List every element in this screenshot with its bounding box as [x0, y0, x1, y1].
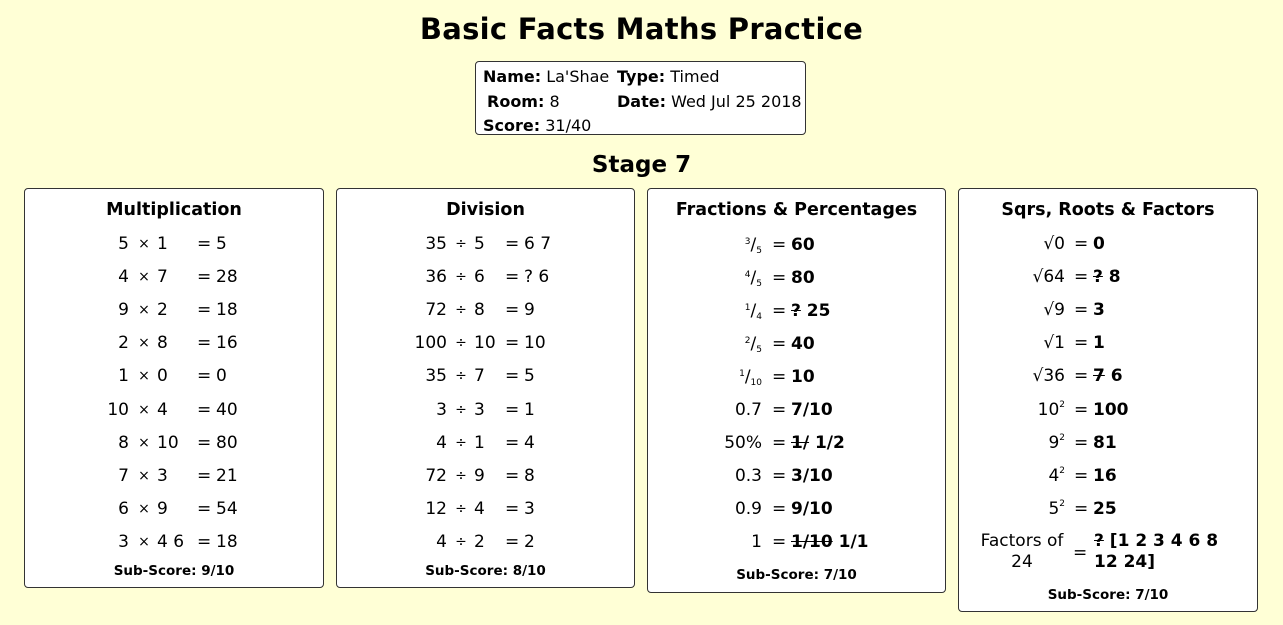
answer: 5 — [216, 234, 227, 254]
operand-a: 8 — [118, 432, 129, 453]
operator: ÷ — [455, 467, 467, 484]
denominator: 5 — [756, 245, 762, 256]
operand-a: 4 — [436, 432, 447, 453]
exponent: 2 — [1059, 432, 1065, 443]
answer — [791, 235, 815, 255]
operand-b: 5 — [474, 234, 485, 254]
answer — [1093, 499, 1117, 519]
answer — [791, 466, 833, 486]
equals: = — [505, 432, 520, 453]
denominator: 5 — [756, 278, 762, 289]
multiplication-row — [25, 267, 323, 291]
question-value: 0.7 — [734, 400, 762, 420]
multiplication-row — [25, 400, 323, 424]
question-value: √9 — [1043, 300, 1065, 321]
fraction-question — [708, 532, 762, 552]
operand-a: 4 — [118, 267, 129, 288]
sqrs-row — [959, 333, 1257, 357]
equals: = — [772, 234, 787, 255]
name-label: Name: — [483, 67, 542, 86]
answer — [1093, 400, 1129, 420]
operand-b: 10 — [157, 432, 179, 453]
type-field — [617, 67, 720, 86]
operand-a: 3 — [436, 399, 447, 420]
answer — [791, 301, 830, 321]
equals: = — [197, 531, 212, 552]
operator: ÷ — [455, 236, 467, 252]
equals: = — [772, 433, 787, 454]
equals: = — [505, 498, 520, 519]
operator: ÷ — [455, 368, 467, 385]
operand-b: 1 — [157, 234, 168, 254]
operand-a: 36 — [425, 267, 447, 288]
fraction-question — [708, 400, 762, 420]
fraction-question — [708, 499, 762, 519]
numerator: 2 — [744, 335, 751, 346]
operator: ÷ — [455, 434, 467, 451]
operator: ÷ — [455, 335, 467, 352]
operand-b: 2 — [474, 531, 485, 552]
room-label: Room: — [487, 92, 545, 111]
fraction-question — [708, 466, 762, 486]
answer — [791, 433, 845, 453]
fractions-row — [648, 301, 945, 325]
operator: × — [138, 335, 150, 352]
multiplication-row — [25, 466, 323, 490]
equals: = — [505, 399, 520, 420]
operand-b: 0 — [157, 366, 168, 387]
sqrs-roots-factors-panel — [958, 188, 1258, 612]
numerator: 1 — [739, 368, 745, 379]
answer: 16 — [216, 333, 238, 354]
question-value: 50% — [724, 433, 762, 454]
operand-a: 12 — [425, 498, 447, 519]
wrong-answer: ? — [1093, 267, 1103, 288]
operand-a: 10 — [107, 399, 129, 420]
equals: = — [772, 267, 787, 288]
operator: × — [138, 401, 150, 418]
base: 9 — [1048, 432, 1060, 453]
operand-a: 72 — [425, 465, 447, 486]
equals: = — [505, 300, 520, 321]
correct-answer: 100 — [1093, 399, 1129, 420]
question-value: √1 — [1043, 333, 1065, 354]
date-label: Date: — [617, 92, 666, 111]
answer — [791, 334, 815, 354]
correct-answer: 40 — [791, 333, 815, 354]
equals: = — [197, 465, 212, 486]
sqrs-question — [1019, 366, 1065, 386]
operand-a: 6 — [118, 498, 129, 519]
fractions-row — [648, 367, 945, 391]
operator: × — [138, 434, 150, 451]
multiplication-row — [25, 300, 323, 324]
equals: = — [197, 399, 212, 420]
answer: 28 — [216, 267, 238, 288]
division-row — [337, 433, 634, 457]
division-title: Division — [446, 200, 525, 220]
correct-answer: 1 — [1093, 333, 1105, 354]
equals: = — [197, 333, 212, 354]
division-row — [337, 400, 634, 424]
answer: ? 6 — [524, 267, 550, 288]
wrong-answer: 1/ — [791, 433, 810, 454]
operand-b: 7 — [157, 267, 168, 288]
correct-answer: 8 — [1108, 267, 1121, 288]
operand-a: 35 — [425, 234, 447, 254]
answer: 0 — [216, 366, 227, 387]
answer: 40 — [216, 399, 238, 420]
room-field — [487, 92, 560, 111]
multiplication-row — [25, 234, 323, 258]
date-value: Wed Jul 25 2018 — [671, 92, 802, 111]
fractions-row — [648, 466, 945, 490]
operand-b: 3 — [157, 465, 168, 486]
answer — [791, 532, 869, 552]
correct-answer: 3 — [1093, 300, 1105, 321]
sqrs-row — [959, 433, 1257, 457]
operand-b: 4 — [474, 498, 485, 519]
multiplication-row — [25, 499, 323, 523]
exponent: 2 — [1059, 465, 1065, 476]
denominator: 10 — [750, 377, 762, 388]
answer: 10 — [524, 333, 546, 354]
correct-answer: 25 — [1093, 498, 1117, 519]
operand-a: 9 — [118, 300, 129, 321]
sqrs-question — [1019, 333, 1065, 353]
operand-b: 10 — [474, 333, 496, 354]
score-label: Score: — [483, 116, 541, 135]
answer: 8 — [524, 465, 535, 486]
question-value: 1 — [751, 532, 762, 553]
operand-b: 8 — [157, 333, 168, 354]
equals: = — [197, 267, 212, 288]
answer: 1 — [524, 399, 535, 420]
operand-b: 2 — [157, 300, 168, 321]
question-value: √64 — [1032, 267, 1065, 288]
equals: = — [772, 532, 787, 553]
operator: × — [138, 368, 150, 385]
answer — [791, 268, 815, 288]
answer: 4 — [524, 432, 535, 453]
fraction-question — [708, 433, 762, 453]
answer — [791, 499, 833, 519]
equals: = — [505, 333, 520, 354]
numerator: 4 — [744, 269, 751, 280]
operand-b: 7 — [474, 366, 485, 387]
denominator: 4 — [756, 311, 762, 322]
question-value: √36 — [1032, 366, 1065, 387]
equals: = — [1074, 399, 1089, 420]
numerator: 3 — [744, 236, 751, 247]
answer — [1093, 466, 1117, 486]
answer — [1093, 267, 1121, 287]
division-row — [337, 267, 634, 291]
multiplication-row — [25, 532, 323, 556]
operator: × — [138, 533, 150, 550]
page-title: Basic Facts Maths Practice — [419, 12, 864, 46]
sqrs-question — [1019, 234, 1065, 254]
multiplication-row — [25, 366, 323, 390]
question-value: 0.3 — [734, 466, 762, 487]
exponent: 2 — [1059, 498, 1065, 509]
sqrs-question — [1019, 300, 1065, 320]
operand-a: 100 — [414, 333, 447, 354]
multiplication-panel — [24, 188, 324, 588]
division-subscore: Sub-Score: 8/10 — [425, 563, 546, 579]
correct-answer: 0 — [1093, 234, 1105, 254]
base: 10 — [1037, 399, 1060, 420]
answer: 9 — [524, 300, 535, 321]
division-row — [337, 300, 634, 324]
stage-heading: Stage 7 — [591, 152, 692, 178]
fraction-question: $^1/_4$ — [744, 300, 762, 322]
correct-answer: 1/2 — [814, 433, 845, 454]
name-field — [483, 67, 609, 86]
correct-answer: 6 — [1110, 366, 1123, 387]
division-panel — [336, 188, 635, 588]
sqrs-subscore: Sub-Score: 7/10 — [1047, 587, 1169, 603]
numerator: 1 — [744, 302, 751, 313]
division-row — [337, 499, 634, 523]
factors-answer — [1094, 531, 1218, 573]
operator: ÷ — [455, 500, 467, 517]
sqrs-title: Sqrs, Roots & Factors — [1001, 200, 1215, 220]
answer: 54 — [216, 498, 238, 519]
correct-answer: 1/1 — [838, 532, 869, 553]
equals: = — [1074, 366, 1089, 387]
factors-label-line2: 24 — [1011, 552, 1033, 572]
operator: ÷ — [455, 302, 467, 319]
operator: × — [138, 269, 150, 286]
multiplication-title: Multiplication — [106, 200, 242, 220]
operand-a: 2 — [118, 333, 129, 354]
equals: = — [505, 234, 520, 254]
equals: = — [197, 300, 212, 321]
equals: = — [1074, 432, 1089, 453]
operator: × — [138, 236, 150, 252]
correct-answer: 81 — [1093, 432, 1117, 453]
name-value: La'Shae — [546, 67, 610, 86]
type-label: Type: — [617, 67, 666, 86]
fractions-panel — [647, 188, 946, 593]
equals: = — [197, 432, 212, 453]
fractions-row — [648, 433, 945, 457]
denominator: 5 — [756, 344, 762, 355]
fractions-row — [648, 235, 945, 259]
correct-answer: 9/10 — [791, 499, 833, 520]
sqrs-row — [959, 234, 1257, 258]
equals: = — [772, 366, 787, 387]
sqrs-question — [1019, 499, 1065, 519]
answer: 21 — [216, 465, 238, 486]
operator: ÷ — [455, 401, 467, 418]
equals: = — [1074, 234, 1089, 254]
factors-label-line1: Factors of — [980, 531, 1064, 551]
sqrs-row — [959, 267, 1257, 291]
fraction-question: $^2/_5$ — [744, 333, 762, 355]
operand-a: 35 — [425, 366, 447, 387]
exponent: 2 — [1059, 399, 1065, 410]
fractions-row — [648, 532, 945, 556]
answer: 3 — [524, 498, 535, 519]
sqrs-row — [959, 366, 1257, 390]
type-value: Timed — [670, 67, 720, 86]
answer: 18 — [216, 300, 238, 321]
sqrs-row — [959, 400, 1257, 424]
operand-a: 1 — [118, 366, 129, 387]
equals: = — [1074, 498, 1089, 519]
sqrs-row — [959, 300, 1257, 324]
operator: × — [138, 500, 150, 517]
correct-answer: 3/10 — [791, 466, 833, 487]
equals: = — [505, 366, 520, 387]
answer — [1093, 433, 1117, 453]
answer — [1093, 366, 1123, 386]
fraction-question: $^4/_5$ — [744, 267, 762, 289]
equals: = — [505, 465, 520, 486]
fractions-title: Fractions & Percentages — [675, 200, 918, 220]
operand-b: 6 — [474, 267, 485, 288]
operand-a: 5 — [118, 234, 129, 254]
base: 5 — [1048, 498, 1060, 519]
wrong-answer: ? — [791, 300, 801, 321]
multiplication-subscore: Sub-Score: 9/10 — [113, 563, 235, 579]
base: 4 — [1048, 465, 1060, 486]
division-row — [337, 366, 634, 390]
sqrs-question — [1019, 400, 1065, 420]
equals: = — [1074, 333, 1089, 354]
operator: ÷ — [455, 533, 467, 550]
answer: 80 — [216, 432, 238, 453]
factors-wrong-answer: ? — [1094, 531, 1104, 551]
fraction-question: $^3/_5$ — [744, 234, 762, 256]
correct-answer: 16 — [1093, 465, 1117, 486]
fractions-row — [648, 334, 945, 358]
factors-answer-line1: [1 2 3 4 6 8 — [1109, 531, 1219, 551]
multiplication-row — [25, 433, 323, 457]
operand-b: 8 — [474, 300, 485, 321]
sqrs-question — [1019, 433, 1065, 453]
fractions-row — [648, 400, 945, 424]
score-value: 31/40 — [545, 116, 592, 135]
operator: × — [138, 302, 150, 319]
sqrs-question — [1019, 267, 1065, 287]
equals: = — [197, 366, 212, 387]
operand-b: 1 — [474, 432, 485, 453]
operand-b: 4 6 — [157, 531, 185, 552]
answer — [791, 400, 833, 420]
fraction-question: $^1/_{10}$ — [739, 366, 762, 388]
correct-answer: 25 — [806, 300, 831, 321]
sqrs-question — [1019, 466, 1065, 486]
equals: = — [197, 498, 212, 519]
equals: = — [772, 300, 787, 321]
question-value: √0 — [1043, 234, 1065, 254]
fractions-row — [648, 499, 945, 523]
operand-b: 3 — [474, 399, 485, 420]
correct-answer: 7/10 — [791, 400, 833, 420]
student-info-box — [475, 61, 806, 135]
fractions-row — [648, 268, 945, 292]
operand-a: 7 — [118, 465, 129, 486]
score-field — [483, 116, 591, 135]
division-row — [337, 466, 634, 490]
operand-a: 72 — [425, 300, 447, 321]
operator: ÷ — [455, 269, 467, 286]
operand-a: 4 — [436, 531, 447, 552]
wrong-answer: 1/10 — [791, 532, 833, 553]
operator: × — [138, 467, 150, 484]
equals: = — [1074, 465, 1089, 486]
equals: = — [197, 234, 212, 254]
equals: = — [1074, 300, 1089, 321]
division-row — [337, 234, 634, 258]
correct-answer: 80 — [791, 267, 815, 288]
multiplication-row — [25, 333, 323, 357]
operand-a: 3 — [118, 531, 129, 552]
question-value: 0.9 — [734, 499, 762, 520]
answer: 5 — [524, 366, 535, 387]
correct-answer: 10 — [791, 366, 815, 387]
division-row — [337, 532, 634, 556]
operand-b: 4 — [157, 399, 168, 420]
sqrs-row — [959, 499, 1257, 523]
sqrs-row — [959, 466, 1257, 490]
answer — [1093, 333, 1105, 353]
correct-answer: 60 — [791, 234, 815, 255]
operand-b: 9 — [474, 465, 485, 486]
fractions-subscore: Sub-Score: 7/10 — [736, 567, 857, 583]
answer — [791, 367, 815, 387]
answer: 6 7 — [524, 234, 552, 254]
equals: = — [505, 267, 520, 288]
factors-answer-line2: 12 24] — [1094, 552, 1156, 572]
factors-equals: = — [1073, 543, 1088, 563]
answer: 18 — [216, 531, 238, 552]
equals: = — [772, 499, 787, 520]
factors-question — [969, 531, 1075, 573]
division-row — [337, 333, 634, 357]
equals: = — [772, 400, 787, 420]
date-field — [617, 92, 802, 111]
answer — [1093, 300, 1105, 320]
equals: = — [772, 466, 787, 487]
room-value: 8 — [549, 92, 560, 111]
answer: 2 — [524, 531, 535, 552]
wrong-answer: 7 — [1093, 366, 1105, 387]
answer — [1093, 234, 1105, 254]
equals: = — [1074, 267, 1089, 288]
operand-b: 9 — [157, 498, 168, 519]
equals: = — [772, 333, 787, 354]
equals: = — [505, 531, 520, 552]
